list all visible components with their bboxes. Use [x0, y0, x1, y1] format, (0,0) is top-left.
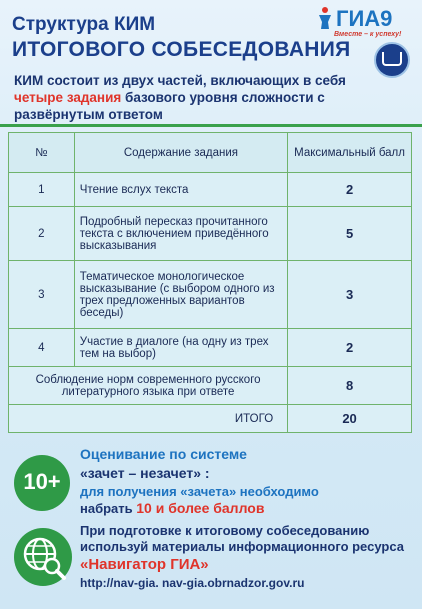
table-row: [9, 173, 412, 207]
header-num: №: [9, 133, 75, 173]
person-icon: [316, 6, 334, 30]
row-max: 2: [288, 173, 412, 207]
page-title-line1: Структура КИМ: [12, 14, 156, 35]
intro-highlight: четыре задания: [14, 90, 122, 105]
row-content: Тематическое монологическое высказывание (с выбором одного из трех предложенных вариантов беседы): [74, 261, 287, 329]
header-max: Максимальный балл: [288, 133, 412, 173]
table-header-row: [9, 133, 412, 173]
globe-search-icon: [14, 528, 72, 586]
intro-part2: базового уровня сложности с развёрнутым ответом: [14, 90, 325, 122]
eval-line4-highlight: 10 и более баллов: [136, 500, 265, 516]
row-content: Чтение вслух текста: [74, 173, 287, 207]
eval-line3: для получения «зачета» необходимо: [80, 484, 319, 499]
row-num: 3: [9, 261, 75, 329]
table-row: [9, 261, 412, 329]
ten-plus-badge-icon: [14, 455, 70, 511]
row-content: Участие в диалоге (на одну из трех тем на выбор): [74, 329, 287, 367]
eval-line4: [80, 500, 410, 516]
intro-part1: КИМ состоит из двух частей, включающих в себя: [14, 73, 346, 88]
row-num: 1: [9, 173, 75, 207]
row-max: 2: [288, 329, 412, 367]
prep-text: При подготовке к итоговому собеседованию используй материалы информационного ресурса: [80, 523, 404, 554]
table-row-total: [9, 405, 412, 433]
table-row: [9, 329, 412, 367]
page-title-line2: ИТОГОВОГО СОБЕСЕДОВАНИЯ: [12, 38, 351, 61]
table-row-norms: [9, 367, 412, 405]
kim-structure-table: [8, 132, 412, 433]
table-row: [9, 207, 412, 261]
total-label: ИТОГО: [9, 405, 288, 433]
eval-line4-prefix: набрать: [80, 501, 137, 516]
intro-text: [14, 72, 374, 123]
total-max: 20: [288, 405, 412, 433]
logo-tagline: Вместе – к успеху!: [334, 31, 402, 38]
resource-urls[interactable]: http://nav-gia. nav-gia.obrnadzor.gov.ru: [80, 576, 305, 590]
preparation-block: [80, 523, 415, 590]
norms-max: 8: [288, 367, 412, 405]
logo-text: ГИА9: [336, 6, 393, 31]
divider: [0, 124, 422, 127]
gia9-logo: [316, 4, 408, 38]
navigator-gia-link[interactable]: «Навигатор ГИА»: [80, 556, 209, 573]
row-max: 5: [288, 207, 412, 261]
obrnadzor-emblem-icon: [374, 42, 410, 78]
row-max: 3: [288, 261, 412, 329]
row-num: 4: [9, 329, 75, 367]
evaluation-block: [80, 446, 410, 516]
row-content: Подробный пересказ прочитанного текста с включением приведённого высказывания: [74, 207, 287, 261]
row-num: 2: [9, 207, 75, 261]
norms-label: Соблюдение норм современного русского литературного языка при ответе: [9, 367, 288, 405]
eval-line1: Оценивание по системе: [80, 446, 247, 462]
header-content: Содержание задания: [74, 133, 287, 173]
badge-text: 10+: [23, 469, 61, 494]
eval-line2: «зачет – незачет» :: [80, 465, 210, 481]
